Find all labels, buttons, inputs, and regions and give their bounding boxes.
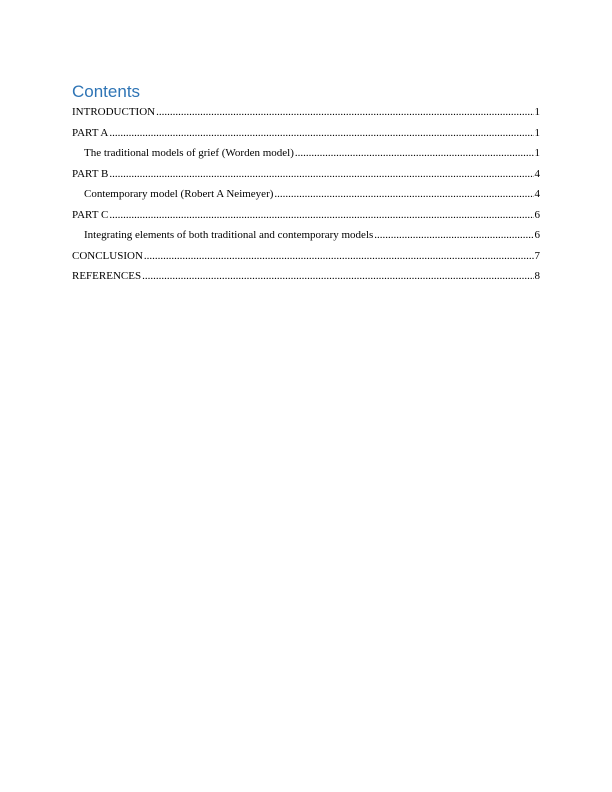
toc-entry-label: PART C bbox=[72, 208, 109, 221]
toc-dot-leader bbox=[109, 124, 533, 142]
toc-entry-part-c[interactable] bbox=[72, 206, 540, 227]
toc-entry-label: PART B bbox=[72, 167, 109, 180]
toc-page-number: 4 bbox=[534, 188, 540, 200]
toc-page-number: 8 bbox=[534, 270, 540, 282]
toc-entry-integrating-elements[interactable] bbox=[72, 226, 540, 247]
toc-dot-leader bbox=[144, 247, 534, 265]
toc-entry-label: INTRODUCTION bbox=[72, 106, 156, 118]
toc-page-number: 6 bbox=[534, 208, 540, 221]
toc-page-number: 4 bbox=[534, 167, 540, 180]
toc-entry-label: The traditional models of grief (Worden model) bbox=[84, 147, 294, 159]
toc-heading: Contents bbox=[72, 82, 141, 101]
toc-entry-part-a[interactable] bbox=[72, 124, 540, 145]
toc-entry-label: Contemporary model (Robert A Neimeyer) bbox=[84, 188, 274, 200]
toc-dot-leader bbox=[142, 267, 533, 285]
toc-page-number: 6 bbox=[534, 229, 540, 241]
toc-entry-label: REFERENCES bbox=[72, 270, 142, 282]
toc-entry-part-b[interactable] bbox=[72, 165, 540, 186]
toc-dot-leader bbox=[156, 103, 533, 121]
toc-entry-traditional-models[interactable] bbox=[72, 144, 540, 165]
toc-dot-leader bbox=[274, 185, 533, 203]
toc-dot-leader bbox=[109, 165, 533, 183]
toc-dot-leader bbox=[295, 144, 534, 162]
toc-page-number: 1 bbox=[534, 126, 540, 139]
toc-page-number: 1 bbox=[534, 106, 540, 118]
toc-entry-contemporary-model[interactable] bbox=[72, 185, 540, 206]
toc-entry-label: CONCLUSION bbox=[72, 249, 143, 262]
toc-page-number: 7 bbox=[534, 249, 540, 262]
toc-page-number: 1 bbox=[534, 147, 540, 159]
toc-entry-introduction[interactable] bbox=[72, 103, 540, 124]
toc-entry-references[interactable] bbox=[72, 267, 540, 288]
table-of-contents bbox=[72, 103, 540, 288]
toc-entry-label: PART A bbox=[72, 126, 109, 139]
toc-dot-leader bbox=[374, 226, 533, 244]
toc-entry-conclusion[interactable] bbox=[72, 247, 540, 268]
toc-entry-label: Integrating elements of both traditional and contemporary models bbox=[84, 229, 374, 241]
toc-dot-leader bbox=[109, 206, 533, 224]
